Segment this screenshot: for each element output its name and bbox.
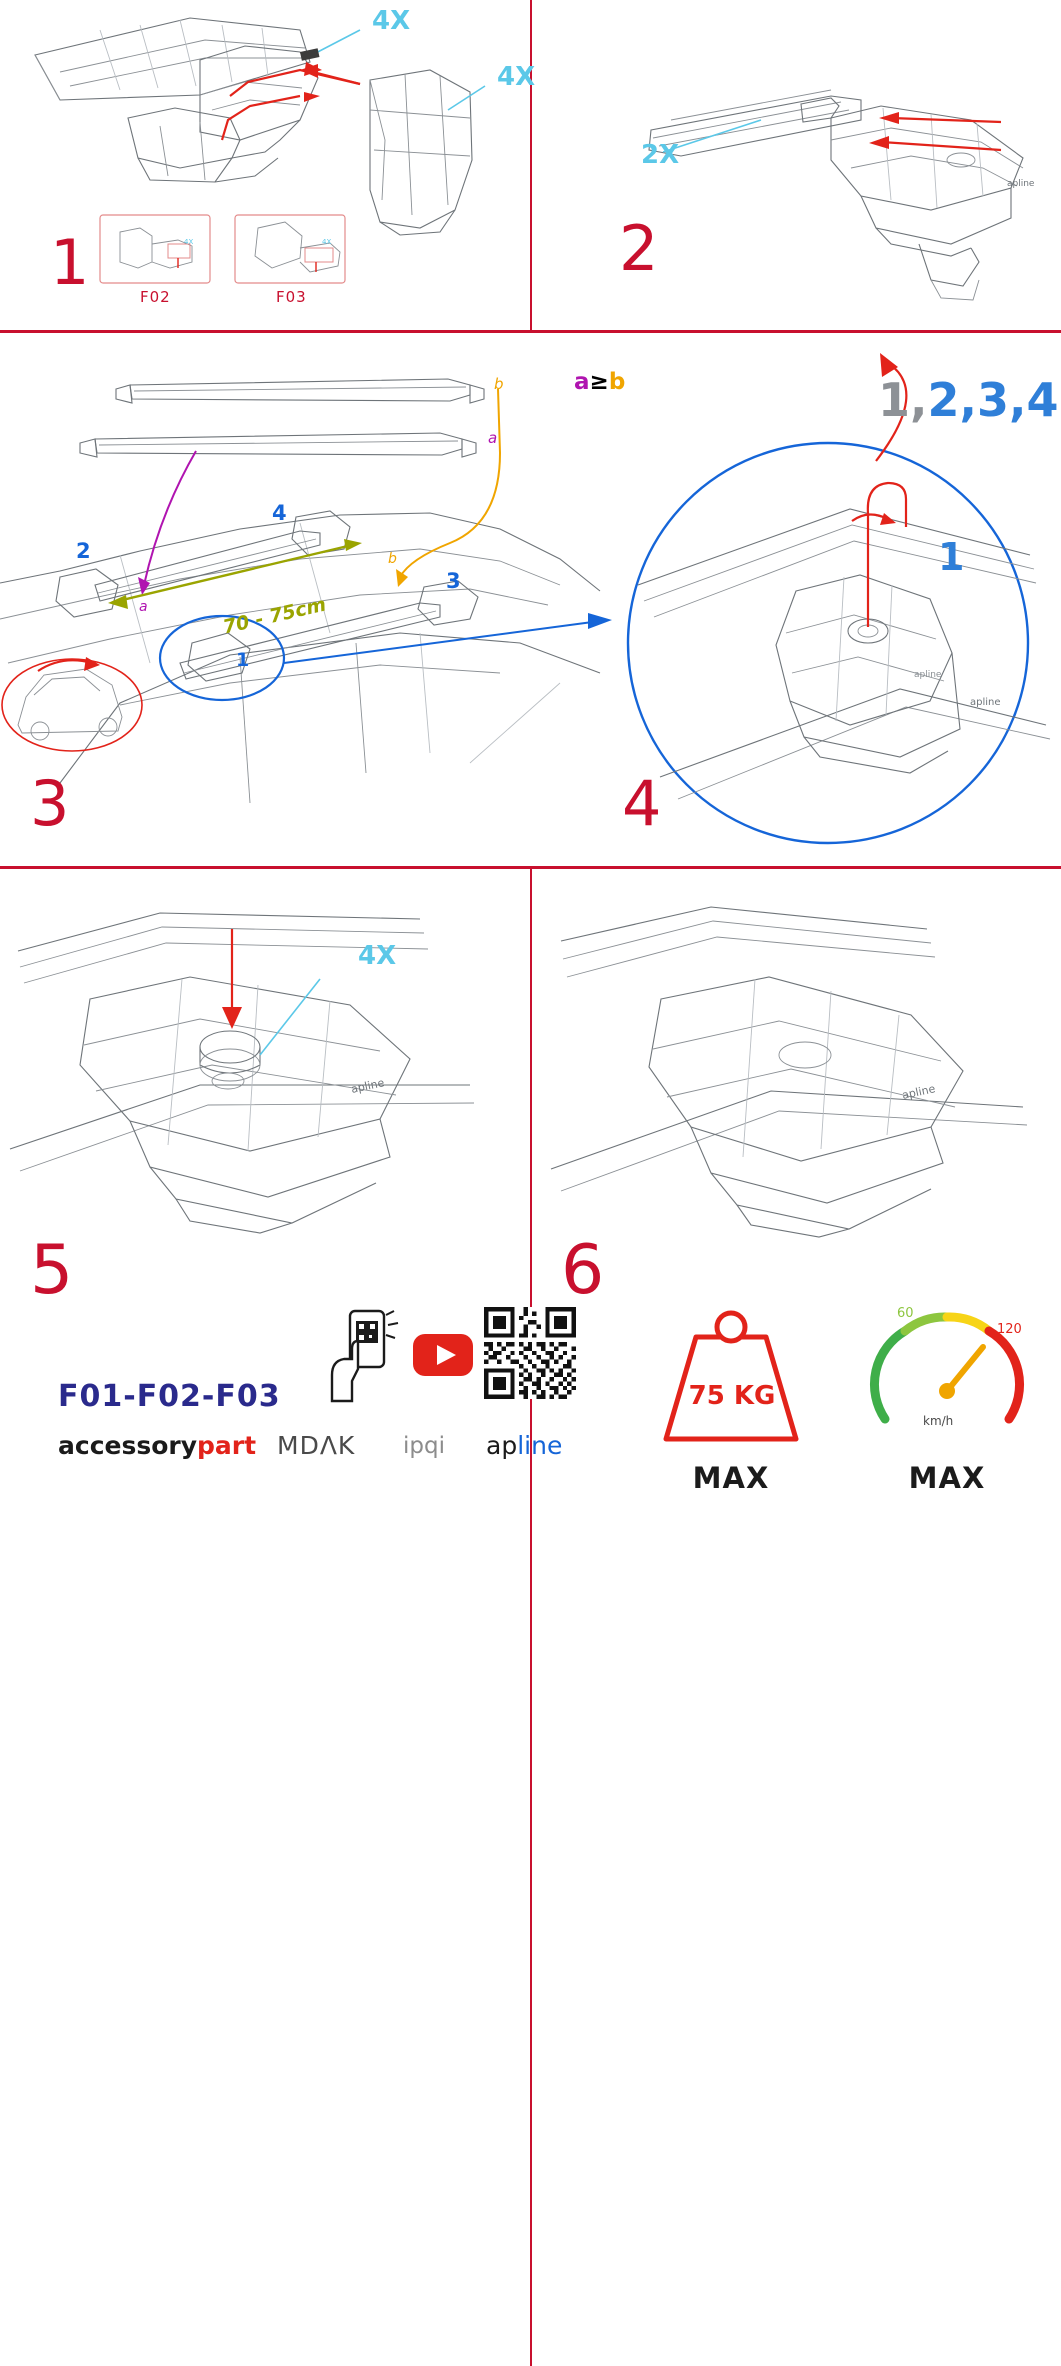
step-3-bar-label-b: b [494,375,504,393]
brand-ipqi-part1: ip [403,1433,424,1459]
brand-apline-part2: line [517,1431,563,1460]
step-3-rule: a≥b [574,369,626,395]
step-5-illustration [0,869,530,1269]
brand-ipqi [403,1433,445,1459]
brand-mdak-part1: MD [277,1431,320,1460]
step-4-number: 4 [622,767,662,840]
step-4-detail-label: 1 [938,535,965,579]
scan-hand-icon [322,1309,402,1405]
footer-model-codes: F01-F02-F03 [58,1379,281,1414]
step-4-sequence-part-2: 2,3,4 [927,373,1059,427]
step-2-panel [531,0,1061,330]
svg-text:apline: apline [1007,179,1035,189]
step-3-distance-label: 70 - 75cm [220,593,329,639]
svg-text:apline: apline [970,697,1001,708]
brand-ipqi-part2: qi [424,1433,445,1459]
step-1-callout-2: 4X [497,62,536,92]
step-3-mount-3: 3 [446,569,461,593]
step-3-bar-label-a: a [488,429,498,447]
step-2-illustration [531,0,1061,330]
weight-limit-label: MAX [692,1461,770,1495]
brand-mdak-part2: ΛK [319,1431,356,1460]
svg-text:4X: 4X [184,238,194,246]
step-6-panel [531,869,1061,1500]
step-3-roof-label-b: b [388,551,397,567]
weight-limit-icon [656,1303,806,1449]
svg-text:apline: apline [349,1076,386,1096]
step-6-illustration [531,869,1061,1269]
step-5-number: 5 [30,1231,74,1310]
step-1-inset-label-f03: F03 [276,288,307,306]
step-4-sequence [878,373,1058,427]
speed-limit-label: MAX [908,1461,986,1495]
svg-text:km/h: km/h [923,1414,954,1428]
step-1-inset-label-f02: F02 [140,288,171,306]
brand-accessorypart-part1: accessory [58,1431,198,1460]
youtube-icon[interactable] [412,1333,474,1377]
step-5-panel [0,869,563,1500]
svg-text:apline: apline [914,670,942,680]
step-3-mount-4: 4 [272,501,287,525]
brand-accessorypart-part2: part [197,1431,257,1460]
step-3-roof-label-a: a [139,599,148,615]
step-3-rule-a: a [574,369,590,395]
step-1-number: 1 [50,226,90,299]
weight-limit-value: 75 KG [688,1381,776,1411]
step-4-sequence-part-1: 1, [878,373,928,427]
step-3-rule-b: b [608,369,626,395]
brand-mdak [277,1431,355,1460]
step-3-mount-2: 2 [76,539,91,563]
brand-apline-part1: ap [486,1431,518,1460]
step-1-callout-1: 4X [372,6,411,36]
step-2-callout-1: 2X [641,140,680,170]
step-1-panel [0,0,536,330]
svg-text:apline: apline [900,1082,937,1102]
step-6-number: 6 [561,1231,605,1310]
speed-limit-gauge-icon [865,1299,1029,1449]
step-3-mount-1: 1 [236,649,250,671]
step-4-panel [600,333,1061,866]
step-3-panel [0,333,626,866]
svg-text:120: 120 [997,1322,1022,1337]
step-3-number: 3 [30,767,70,840]
brand-accessorypart [58,1431,256,1460]
step-2-number: 2 [619,212,659,285]
svg-text:4X: 4X [322,238,332,246]
svg-text:60: 60 [897,1306,914,1321]
step-5-callout-1: 4X [358,941,397,971]
